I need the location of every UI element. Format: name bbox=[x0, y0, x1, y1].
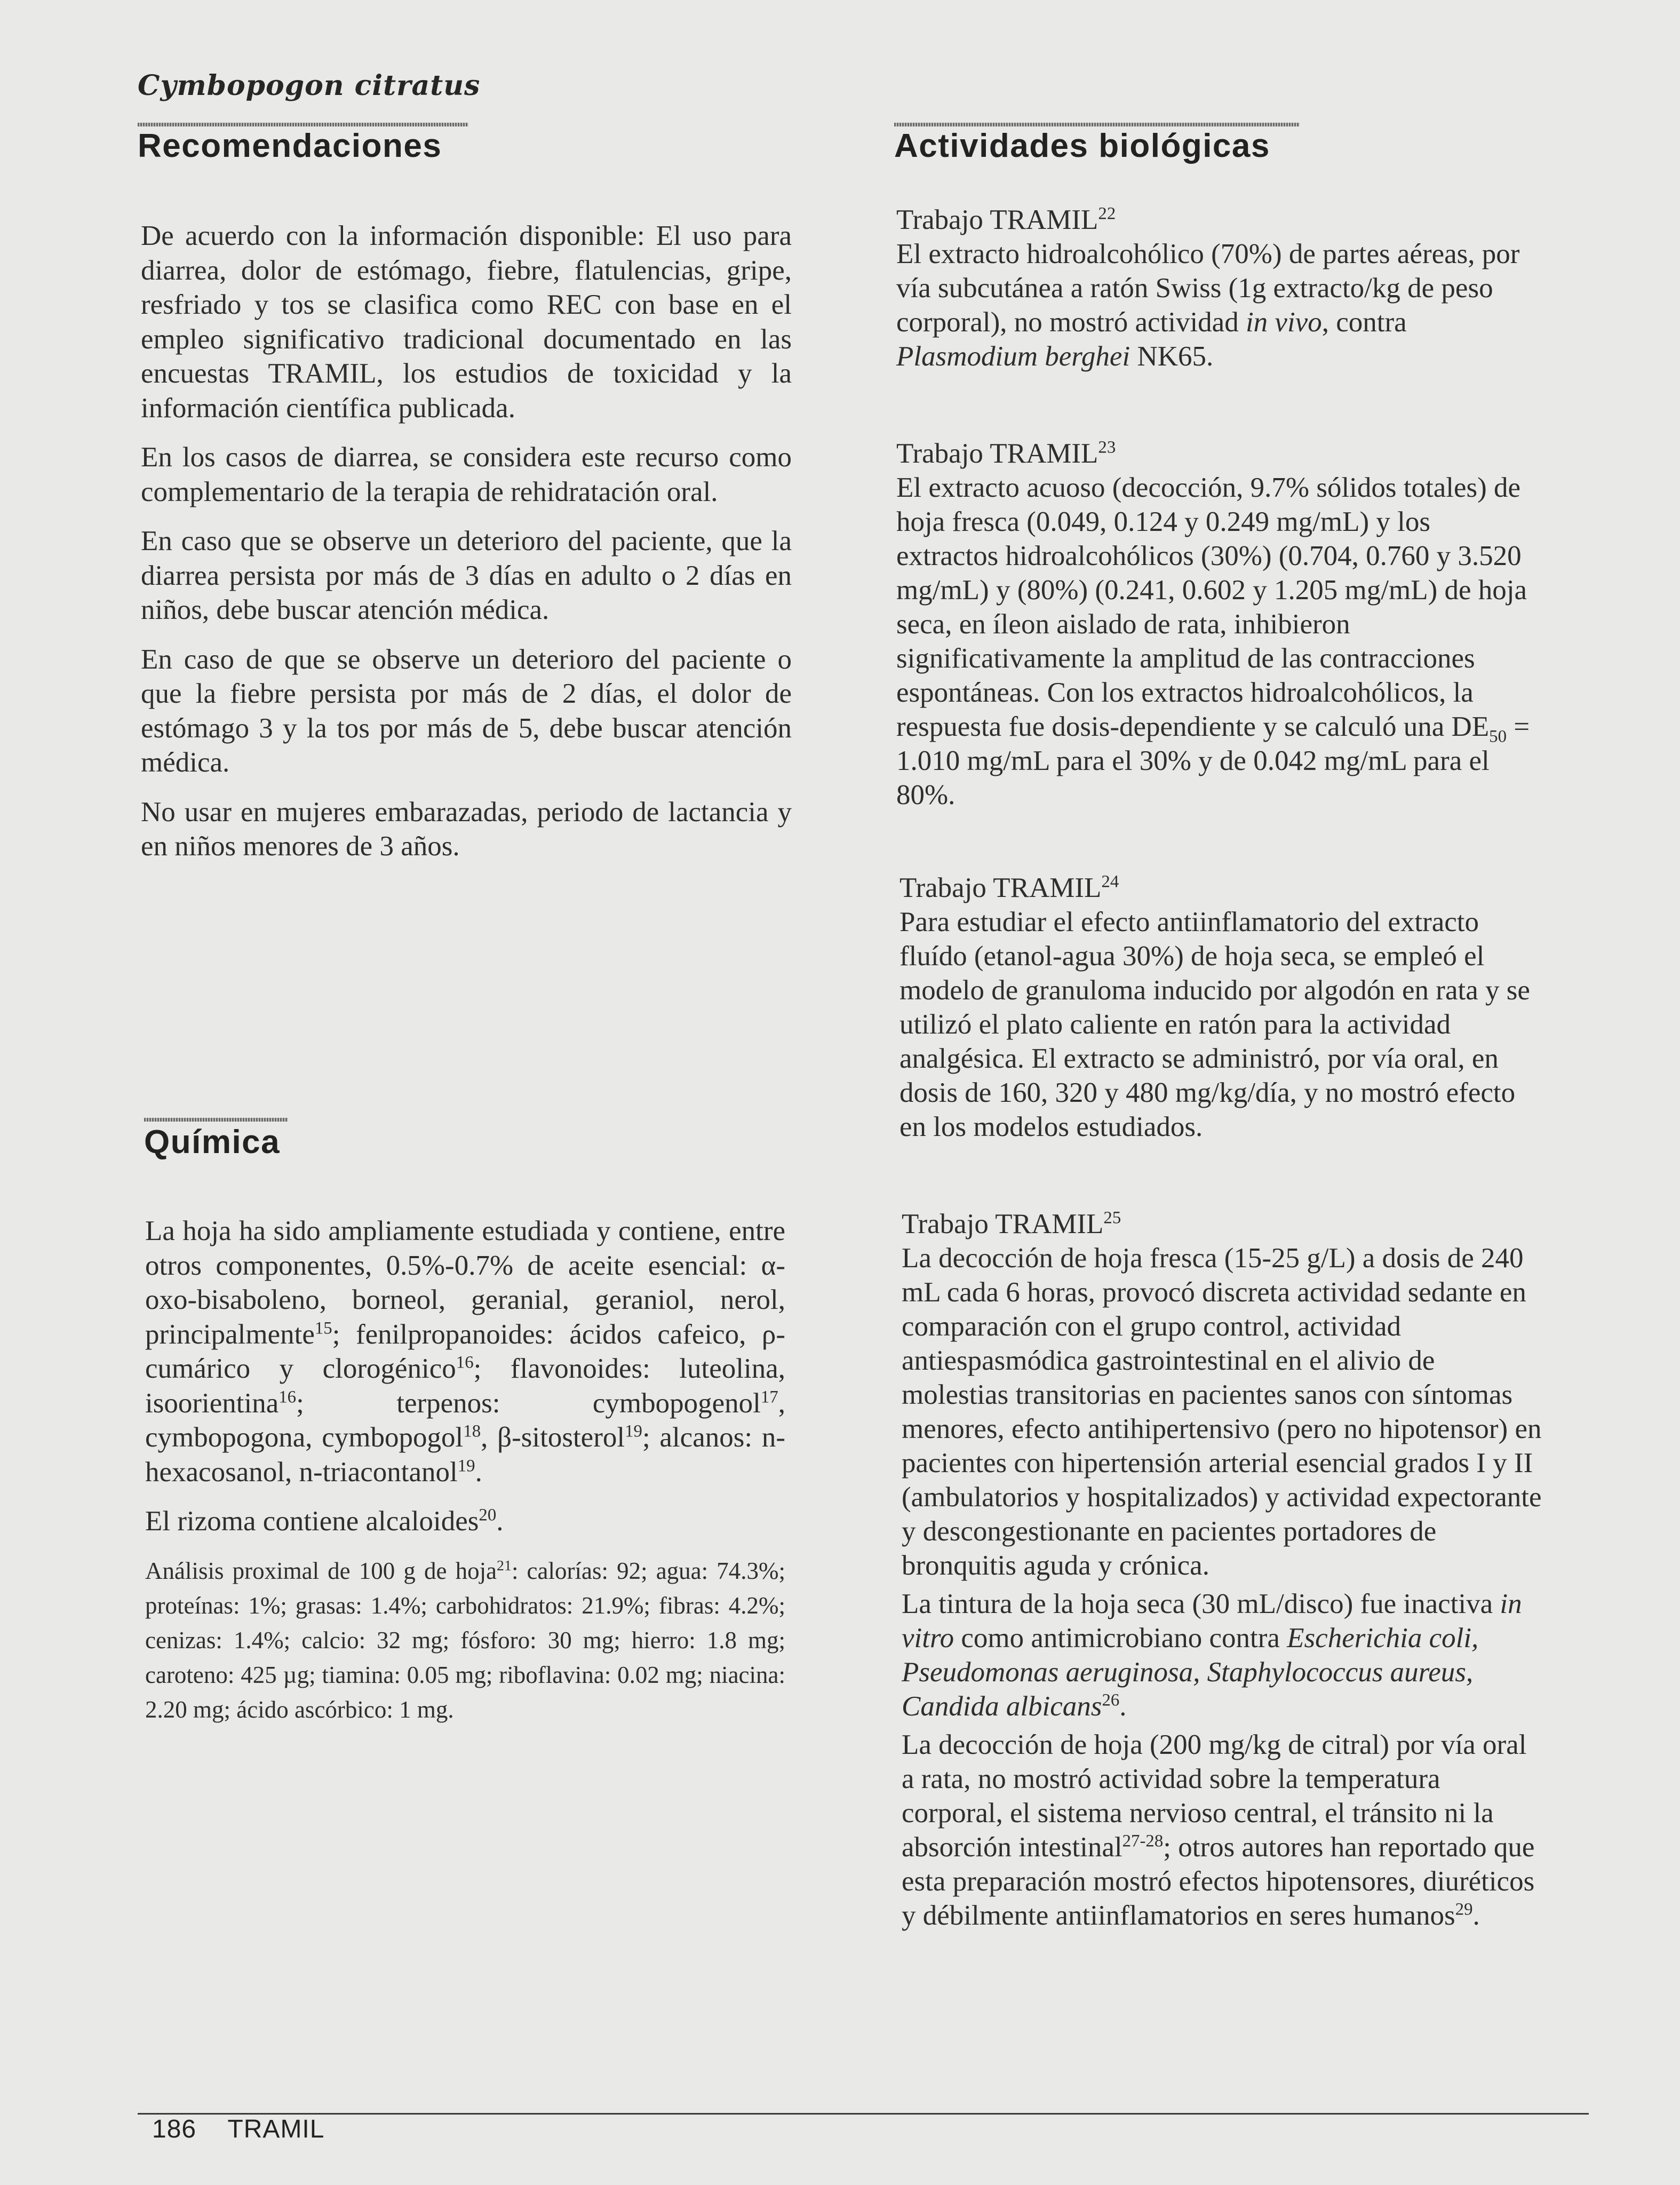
trabajo-23 bbox=[896, 436, 1531, 812]
quimica-paragraph-2: El rizoma contiene alcaloides$^{20}$. bbox=[145, 1505, 504, 1537]
running-title: Cymbopogon citratus bbox=[138, 69, 481, 102]
reference-marker: 19 bbox=[457, 1456, 475, 1475]
reference-marker: 22 bbox=[1098, 204, 1116, 224]
quimica-paragraph-1: La hoja ha sido ampliamente estudiada y contiene, entre otros componentes, 0.5%-0.7% de aceite esencial: α-oxo-bisaboleno, borneol, geranial, geraniol, nerol, principalmente$^{15}$; fenilpropanoides: ácidos cafeico, ρ-cumárico y clorogénico$^{16}$; flavonoides: luteolina, isoorientina$^{16}$; terpenos: cymbopogenol$^{17}$, cymbopogona, cymbopogol$^{18}$, β-sitosterol$^{19}$; alcanos: n-hexacosanol, n-triacontanol$^{19}$. bbox=[145, 1215, 785, 1488]
section-divider bbox=[138, 123, 468, 126]
trabajo-23-text: El extracto acuoso (decocción, 9.7% sólidos totales) de hoja fresca (0.049, 0.124 y 0.249 mg/mL) y los extractos hidroalcohólicos (30%) (0.704, 0.760 y 3.520 mg/mL) y (80%) (0.241, 0.602 y 1.205 mg/mL) de hoja seca, en íleon aislado de rata, inhibieron significativamente la amplitud de las contracciones espontáneas. Con los extractos hidroalcohólicos, la respuesta fue dosis-dependiente y se calculó una $DE_{50} = 1.010$ mg/mL para el 30% y de 0.042 mg/mL para el 80%. bbox=[896, 472, 1530, 811]
reference-marker: 27-28 bbox=[1122, 1831, 1164, 1851]
reference-marker: 29 bbox=[1455, 1900, 1473, 1919]
page-footer bbox=[152, 2115, 324, 2144]
trabajo-24 bbox=[899, 871, 1534, 1144]
citral-paragraph: La decocción de hoja (200 mg/kg de citral) por vía oral a rata, no mostró actividad sobre la temperatura corporal, el sistema nervioso central, el tránsito ni la absorción intestinal$^{27-28}$; otros autores han reportado que esta preparación mostró efectos hipotensores, diuréticos y débilmente antiinflamatorios en seres humanos$^{29}$. bbox=[902, 1729, 1535, 1931]
recomendaciones-paragraph-1: De acuerdo con la información disponible: El uso para diarrea, dolor de estómago, fiebre, flatulencias, gripe, resfriado y tos se clasifica como REC con base en el empleo significativo tradicional documentado en las encuestas TRAMIL, los estudios de toxicidad y la información científica publicada. bbox=[141, 220, 792, 424]
trabajo-24-label: Trabajo TRAMIL$^{24}$ bbox=[899, 872, 1119, 903]
section-heading-actividades: Actividades biológicas bbox=[894, 128, 1270, 164]
trabajo-22 bbox=[896, 203, 1520, 374]
footer-rule bbox=[138, 2113, 1589, 2115]
reference-marker: 24 bbox=[1101, 872, 1119, 892]
recomendaciones-paragraph-3: En caso que se observe un deterioro del paciente, que la diarrea persista por más de 3 días en adulto o 2 días en niños, debe buscar atención médica. bbox=[141, 526, 792, 625]
trabajo-22-label: Trabajo TRAMIL$^{22}$ bbox=[896, 204, 1116, 235]
page-number: 186 bbox=[152, 2115, 197, 2143]
trabajo-25-label: Trabajo TRAMIL$^{25}$ bbox=[902, 1208, 1121, 1240]
trabajo-25-text: La decocción de hoja fresca (15-25 g/L) a dosis de 240 mL cada 6 horas, provocó discreta actividad sedante en comparación con el grupo control, actividad antiespasmódica gastrointestinal en el alivio de molestias transitorias en pacientes sanos con síntomas menores, efecto antihipertensivo (pero no hipotensor) en pacientes con hipertensión arterial esencial grados I y II (ambulatorios y hospitalizados) y actividad expectorante y descongestionante en pacientes portadores de bronquitis aguda y crónica. bbox=[902, 1243, 1542, 1581]
recomendaciones-text bbox=[141, 219, 792, 879]
section-divider bbox=[894, 123, 1300, 126]
tintura-paragraph: La tintura de la hoja seca (30 mL/disco) fue inactiva in vitro como antimicrobiano contra Escherichia coli, Pseudomonas aeruginosa, Staphylococcus aureus, Candida albicans$^{26}$. bbox=[902, 1588, 1522, 1722]
recomendaciones-paragraph-4: En caso de que se observe un deterioro del paciente o que la fiebre persista por más de 2 días, el dolor de estómago 3 y la tos por más de 5, debe buscar atención médica. bbox=[141, 643, 792, 778]
trabajo-25 bbox=[902, 1207, 1542, 1933]
quimica-text bbox=[145, 1214, 785, 1742]
section-divider bbox=[144, 1118, 288, 1122]
reference-marker: 25 bbox=[1103, 1208, 1121, 1228]
reference-marker: 21 bbox=[497, 1557, 512, 1574]
publisher-name: TRAMIL bbox=[227, 2115, 325, 2143]
trabajo-22-text: El extracto hidroalcohólico (70%) de partes aéreas, por vía subcutánea a ratón Swiss (1g extracto/kg de peso corporal), no mostró actividad in vivo, contra Plasmodium berghei NK65. bbox=[896, 239, 1520, 372]
recomendaciones-paragraph-2: En los casos de diarrea, se considera este recurso como complementario de la terapia de rehidratación oral. bbox=[141, 442, 792, 507]
section-heading-quimica: Química bbox=[144, 1124, 281, 1161]
reference-marker: 19 bbox=[625, 1421, 642, 1441]
reference-marker: 23 bbox=[1098, 438, 1116, 457]
reference-marker: 16 bbox=[278, 1387, 297, 1407]
quimica-paragraph-3: Análisis proximal de 100 g de hoja$^{21}$: calorías: 92; agua: 74.3%; proteínas: 1%; grasas: 1.4%; carbohidratos: 21.9%; fibras: 4.2%; cenizas: 1.4%; calcio: 32 mg; fósforo: 30 mg; hierro: 1.8 mg; caroteno: 425 µg; tiamina: 0.05 mg; riboflavina: 0.02 mg; niacina: 2.20 mg; ácido ascórbico: 1 mg. bbox=[145, 1557, 785, 1723]
recomendaciones-paragraph-5: No usar en mujeres embarazadas, periodo de lactancia y en niños menores de 3 años. bbox=[141, 796, 792, 862]
trabajo-23-label: Trabajo TRAMIL$^{23}$ bbox=[896, 438, 1116, 469]
reference-marker: 15 bbox=[314, 1318, 332, 1338]
reference-marker: 17 bbox=[760, 1387, 778, 1407]
reference-marker: 18 bbox=[463, 1421, 481, 1441]
reference-marker: 20 bbox=[479, 1505, 497, 1525]
trabajo-24-text: Para estudiar el efecto antiinflamatorio del extracto fluído (etanol-agua 30%) de hoja seca, se empleó el modelo de granuloma inducido por algodón en rata y se utilizó el plato caliente en ratón para la actividad analgésica. El extracto se administró, por vía oral, en dosis de 160, 320 y 480 mg/kg/día, y no mostró efecto en los modelos estudiados. bbox=[899, 907, 1530, 1142]
reference-marker: 16 bbox=[456, 1353, 474, 1372]
section-heading-recomendaciones: Recomendaciones bbox=[138, 128, 442, 164]
reference-marker: 26 bbox=[1102, 1690, 1120, 1710]
